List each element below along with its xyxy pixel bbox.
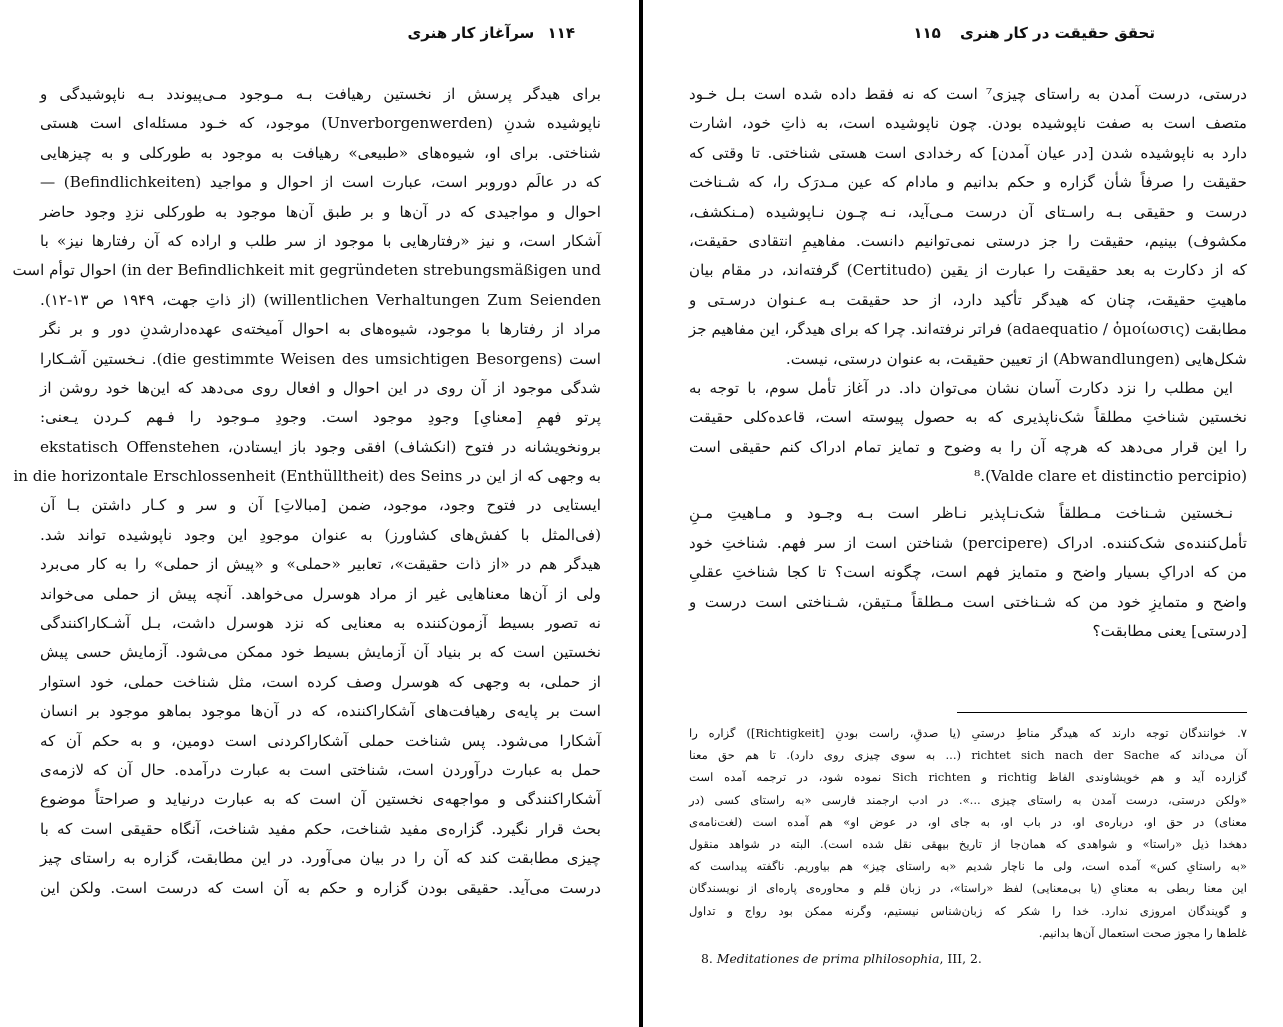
text-line: آشکار است، و نیز «رفتارهایی با موجود از سر طلب و اراده که آن رفتارها نیز» با bbox=[40, 231, 601, 250]
text-line: بحث قرار نگیرد. گزاره‌ی مفید شناخت، حکم مفید شناخت، آنگاه حقیقی است که با bbox=[40, 819, 601, 838]
text-line: [درستی] یعنی مطابقت؟ bbox=[1092, 622, 1247, 641]
text-line: نخستین شناختِ مطلقاً شک‌ناپذیری که به حصول پیوسته است، قاعده‌کلی حقیقت bbox=[689, 408, 1247, 427]
footnote-line: این معنا ربطی به معنایِ (یا بی‌معنایی) لفظ «راستا»، در زبان قلم و محاوره‌ی پاره‌ای از نویسندگان bbox=[689, 881, 1247, 896]
right-page-number: ۱۱۵ bbox=[913, 24, 941, 42]
text-line: ناپوشیده شدنِ (Unverborgenwerden) موجود، که خـود مسئله‌ای است هستی bbox=[40, 114, 601, 133]
footnote-8-title: Meditationes de prima plhilosophia bbox=[716, 950, 940, 966]
left-page bbox=[0, 0, 641, 1027]
footnote-8-number: 8. bbox=[701, 950, 713, 966]
text-line: درست و حقیقی بـه راسـتای آن درست مـی‌آید، نـه چـون نـاپوشیده (مـنکشف، bbox=[689, 202, 1247, 221]
left-running-head bbox=[40, 22, 575, 44]
text-line: نـخستین شـناخت مـطلقاً شک‌نـاپذیر نـاظر است بـه وجـود و مـاهیتِ مـنِ bbox=[689, 504, 1233, 523]
text-line: به وجهی که از این در in die horizontale Erschlossenheit (Enthülltheit) des Seins bbox=[13, 467, 601, 486]
text-line: که در عالَم دوروبر است، عبارت است از احوال و مواجید (Befindlichkeiten) — bbox=[40, 173, 601, 192]
text-line: هیدگر هم در «از ذات حقیقت»، تعابیر «حملی» و «پیش از حملی» را به کار می‌برد bbox=[40, 555, 601, 574]
footnote-line: «ولکن درستی، درست آمدن به راستای چیزی ...». در ادب ارجمند فارسی «به راستای کسی (در bbox=[689, 792, 1247, 807]
text-line: واضح و متمایزِ خود من که شـناختی است مـطلقاً مـتیقن، شـناختی است درست و bbox=[689, 592, 1247, 611]
footnote-line: و گویندگان امروزی ندارد. خدا را شکر که زبان‌شناس نیستیم، وگرنه ممکن بود رواج و تداول bbox=[689, 903, 1247, 918]
text-line: شدگی موجود از آن روی در این احوال و افعال روی می‌دهد که این‌ها خود روشن از bbox=[40, 378, 601, 397]
text-line: willentlichen Verhaltungen Zum Seienden) (از ذاتِ جهت، ۱۹۴۹ ص ۱۳-۱۲). bbox=[40, 290, 601, 309]
footnote-line: دهخدا ذیل «راستا» و شواهدی که همان‌جا از تاریخ بیهقی نقل شده است). البته در شواهد منقول bbox=[689, 836, 1247, 851]
footnote-line: معنای) در حق او، درباره‌ی او، در باب او، به جای او، در عوض او» هم آمده است (لغت‌نامه‌ی bbox=[689, 814, 1247, 829]
footnote-line: غلط‌ها را مجوز صحت استعمال آن‌ها بدانیم. bbox=[1038, 925, 1247, 940]
text-line: چیزی مطابقت کند که آن را در بیان می‌آورد. در این مطابقت، گزاره به راستای چیز bbox=[40, 849, 601, 868]
text-line: این مطلب را نزد دکارت آسان نشان می‌توان داد. در آغاز تأمل سوم، با توجه به bbox=[689, 378, 1233, 397]
footnote-8 bbox=[689, 948, 1247, 970]
right-running-head bbox=[689, 22, 1155, 44]
text-line: درست می‌آید. حقیقی بودن گزاره و حکم به آن است که درست است. ولکن این bbox=[40, 878, 601, 897]
right-body-text bbox=[689, 80, 1247, 646]
text-line: in der Befindlichkeit mit gegründeten strebungsmäßigen und) احوال توأم است bbox=[12, 261, 601, 280]
text-line: دارد به ناپوشیده شدن [در عیان آمدن] که رخدادی است هستی شناختی. تا وقتی که bbox=[689, 143, 1247, 162]
text-line: مطابقت (adaequatio / ὁμοίωσις) فراتر نرفته‌اند. چرا که برای هیدگر، این مفاهیم جز bbox=[688, 320, 1247, 339]
left-running-title: سرآغاز کار هنری bbox=[407, 24, 535, 42]
text-line: برونخویشانه در فتوح (انکشاف) افقی وجود باز ایستادن، ekstatisch Offenstehen bbox=[40, 437, 601, 456]
text-line: آشکارا می‌شود. پس شناخت حملی آشکاراکردنی است دومین، و به حکم آن که bbox=[40, 731, 601, 750]
text-line: متصف است به صفت ناپوشیده بودن. چون ناپوشیده است، به ذاتِ خود، اشارت bbox=[689, 114, 1247, 133]
text-line: برای هیدگر پرسش از نخستین رهیافت بـه مـوجود مـی‌پیوندد بـه ناپوشیدگی و bbox=[40, 85, 601, 103]
footnote-line: گزارده آید و هم خویشاوندی الفاظ richtig و Sich richten نموده شود، در ترجمه آمده است bbox=[689, 770, 1247, 785]
text-line: حمل به عبارت درآوردن است، شناختی است به عبارت درآمده. حال آن که لازمه‌ی bbox=[40, 760, 601, 779]
footnotes bbox=[689, 722, 1247, 970]
text-line: مراد از رفتارها با موجود، شیوه‌های به احوال آمیخته‌ی عهده‌دارشدنِ دور و بر نگر bbox=[40, 320, 601, 339]
text-line: مکشوف) بینیم، حقیقت را جز درستی نمی‌توانیم دانست. مفاهیمِ انتقادی حقیقت، bbox=[689, 231, 1247, 250]
right-running-title: تحقق حقیقت در کار هنری bbox=[960, 24, 1155, 42]
text-line: است بر پایه‌ی رهیافت‌های آشکاراکننده، که در آن‌ها موجود بماهو موجود بر انسان bbox=[40, 702, 601, 721]
left-page-number: ۱۱۴ bbox=[547, 24, 575, 42]
text-line: که از دکارت به بعد حقیقت را عبارت از یقین (Certitudo) گرفته‌اند، در مقام بیان bbox=[689, 261, 1247, 280]
text-line: نه تصور بسیط آزمون‌کننده به معنایی که نزد هوسرل داشت، بـل آشـکاراکنندگی bbox=[40, 614, 601, 633]
text-line: نخستین است که بر بنیاد آن آزمایش بسیط خود ممکن می‌شود. آزمایش حسی پیش bbox=[40, 643, 601, 662]
paragraph-gap bbox=[689, 491, 1247, 499]
text-line: شناختی. برای او، شیوه‌های «طبیعی» رهیافت به موجود به طورکلی و به چیزهایی bbox=[40, 143, 601, 162]
footnote-line: ۷. خوانندگان توجه دارند که هیدگر مناطِ درستیِ (یا صدقِ، راست بودنِ [Richtigkeit]) گزاره را bbox=[689, 726, 1247, 740]
text-line: ایستایی در فتوح وجود، موجود، ضمن [مبالاتِ] آن و سر و کـار داشتن بـا آن bbox=[40, 496, 601, 515]
text-line: است (die gestimmte Weisen des umsichtigen Besorgens). نـخستین آشـکارا bbox=[40, 349, 601, 368]
text-line: ماهیتِ حقیقت، چنان که هیدگر تأکید دارد، از حد حقیقت بـه عـنوان درسـتی و bbox=[689, 290, 1247, 309]
text-line: آشکاراکنندگی و مواجهه‌ی نخستین آن است که به عبارت درنیاید و صراحتاً موضوع bbox=[40, 790, 601, 809]
text-line: (فی‌المثل با کفش‌های کشاورز) به عنوان موجودِ این وجود ناپوشیده تواند شد. bbox=[40, 525, 601, 544]
text-line: پرتو فهمِ [معنایِ] وجودِ موجود است. وجودِ مـوجود را فـهم کـردن یـعنی: bbox=[40, 408, 601, 427]
footnote-line: آن می‌داند که richtet sich nach der Sache (... به سوی چیزی روی دارد). تا هم حق معنا bbox=[689, 748, 1247, 763]
text-line: شکل‌هایی (Abwandlungen) از تعیین حقیقت، به عنوان درستی، نیست. bbox=[785, 349, 1247, 368]
text-line: ولی از آن‌ها معناهایی غیر از مراد هوسرل می‌خواهد. آنچه پیش از حملی می‌خواند bbox=[40, 584, 601, 603]
text-line: را این قرار می‌دهد که هرچه آن را به وضوح و تمایز تمام ادراک کنم حقیقی است bbox=[689, 437, 1247, 456]
text-line: تأمل‌کننده‌ی شک‌کننده. ادراک (percipere) شناختن است از سر فهم. شناختِ خود bbox=[689, 533, 1247, 552]
text-line: احوال و مواجیدی که در آن‌ها و بر طبق آن‌ها موجود به طورکلی نزدِ وجود حاضر bbox=[40, 202, 601, 221]
footnote-line: «به راستایِ کس» آمده است، ولی ما ناچار شدیم «به راستای چیز» هم بیاوریم. ناگفته پیداست که bbox=[689, 859, 1247, 874]
text-line: حقیقت را صرفاً شأن گزاره و حکم بدانیم و مادام که عین مـدرَک را، که شـناخت bbox=[689, 173, 1247, 192]
left-body-text bbox=[12, 80, 601, 903]
text-line: از حملی، به وجهی که هوسرل وصف کرده است، مثل شناخت حملی، خود استوار bbox=[40, 672, 601, 691]
text-line: درستی، درست آمدن به راستای چیزی⁷ است که نه فقط داده شده است بـل خـود bbox=[689, 85, 1247, 103]
text-line: (Valde clare et distinctio percipio).⁸ bbox=[974, 467, 1247, 486]
text-line: من که ادراکِ بسیار واضح و متمایز فهم است، چگونه است؟ تا کجا شناختِ عقلیِ bbox=[689, 563, 1247, 582]
right-page bbox=[643, 0, 1283, 1027]
footnote-rule bbox=[957, 712, 1247, 713]
footnote-8-ref: , III, 2. bbox=[939, 950, 982, 966]
